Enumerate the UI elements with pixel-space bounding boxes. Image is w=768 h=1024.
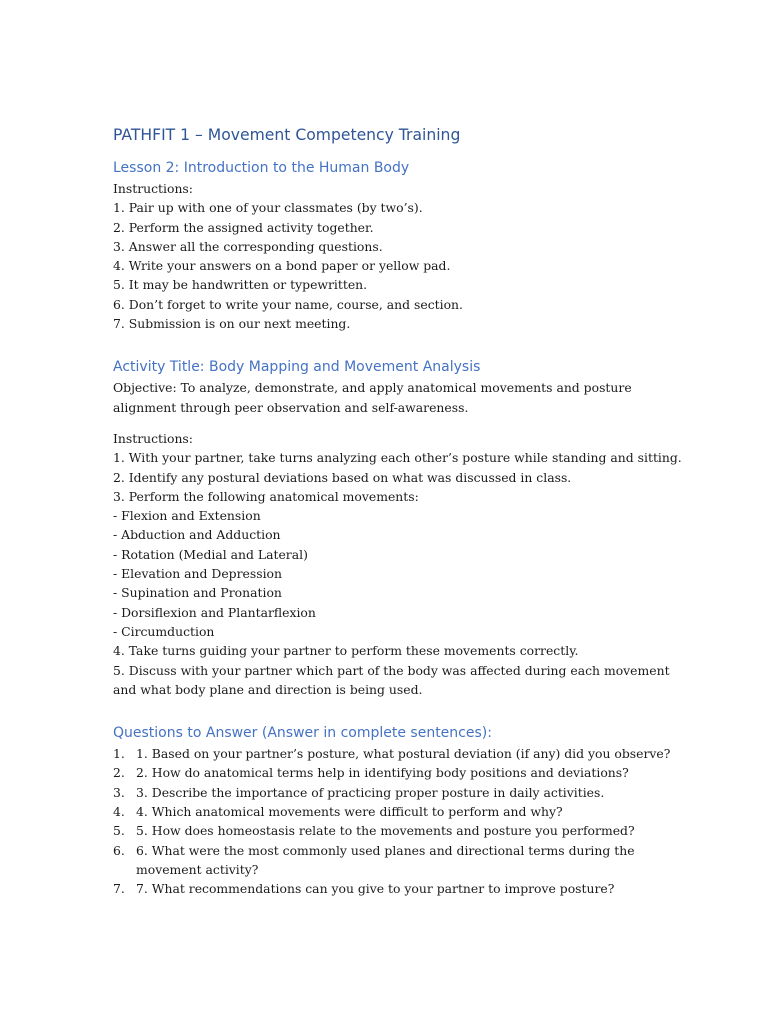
questions-list (113, 744, 673, 898)
list-item (113, 821, 673, 840)
movement-item: - Supination and Pronation (113, 585, 282, 601)
activity-instruction-1: 1. With your partner, take turns analyzing each other’s posture while standing and sitting. (113, 450, 682, 466)
movement-item: - Dorsiflexion and Plantarflexion (113, 604, 316, 620)
list-item (113, 879, 673, 898)
lesson-instruction-1: 1. Pair up with one of your classmates (by two’s). (113, 200, 423, 216)
list-item (113, 802, 673, 821)
activity-instruction-4: 4. Take turns guiding your partner to perform these movements correctly. (113, 643, 579, 659)
activity-instructions-label: Instructions: (113, 430, 193, 446)
question-text: 2. How do anatomical terms help in identifying body positions and deviations? (136, 765, 629, 781)
list-item (113, 744, 673, 763)
lesson-heading: Lesson 2: Introduction to the Human Body (113, 160, 410, 176)
question-text: 5. How does homeostasis relate to the movements and posture you performed? (136, 823, 635, 839)
question-number: 5. (113, 823, 125, 839)
activity-objective-line-1: Objective: To analyze, demonstrate, and apply anatomical movements and posture (113, 380, 632, 396)
question-text: 7. What recommendations can you give to your partner to improve posture? (136, 881, 615, 897)
list-item (113, 783, 673, 802)
question-number: 4. (113, 804, 125, 820)
question-number: 7. (113, 881, 125, 897)
movement-item: - Circumduction (113, 623, 215, 639)
lesson-instruction-6: 6. Don’t forget to write your name, course, and section. (113, 296, 463, 312)
activity-instruction-5: 5. Discuss with your partner which part of the body was affected during each movement (113, 662, 670, 678)
lesson-instruction-4: 4. Write your answers on a bond paper or yellow pad. (113, 258, 451, 274)
question-number: 6. (113, 842, 125, 858)
lesson-instruction-5: 5. It may be handwritten or typewritten. (113, 277, 368, 293)
list-item (113, 841, 673, 880)
question-text: 3. Describe the importance of practicing proper posture in daily activities. (136, 784, 605, 800)
activity-heading: Activity Title: Body Mapping and Movement Analysis (113, 359, 481, 376)
question-text: 6. What were the most commonly used planes and directional terms during the movement activity? (136, 842, 635, 877)
list-item (113, 763, 673, 782)
lesson-instruction-3: 3. Answer all the corresponding questions. (113, 238, 383, 254)
question-text: 4. Which anatomical movements were difficult to perform and why? (136, 804, 563, 820)
activity-instruction-2: 2. Identify any postural deviations based on what was discussed in class. (113, 469, 572, 485)
questions-heading: Questions to Answer (Answer in complete sentences): (113, 725, 492, 742)
movement-item: - Rotation (Medial and Lateral) (113, 546, 308, 562)
movement-item: - Elevation and Depression (113, 566, 282, 582)
document-page (113, 124, 682, 899)
question-text: 1. Based on your partner’s posture, what postural deviation (if any) did you observe? (136, 746, 671, 762)
activity-instruction-5-continued: and what body plane and direction is being used. (113, 681, 423, 697)
question-number: 2. (113, 765, 125, 781)
question-number: 3. (113, 784, 125, 800)
activity-objective-line-2: alignment through peer observation and self-awareness. (113, 399, 469, 415)
lesson-instructions-label: Instructions: (113, 181, 193, 196)
lesson-instruction-7: 7. Submission is on our next meeting. (113, 316, 351, 332)
document-title: PATHFIT 1 – Movement Competency Training (113, 126, 461, 144)
spacer (113, 417, 673, 429)
activity-instruction-3: 3. Perform the following anatomical movements: (113, 488, 419, 504)
question-number: 1. (113, 746, 125, 762)
movement-item: - Abduction and Adduction (113, 527, 281, 543)
lesson-instruction-2: 2. Perform the assigned activity together. (113, 219, 374, 235)
movement-item: - Flexion and Extension (113, 508, 261, 524)
